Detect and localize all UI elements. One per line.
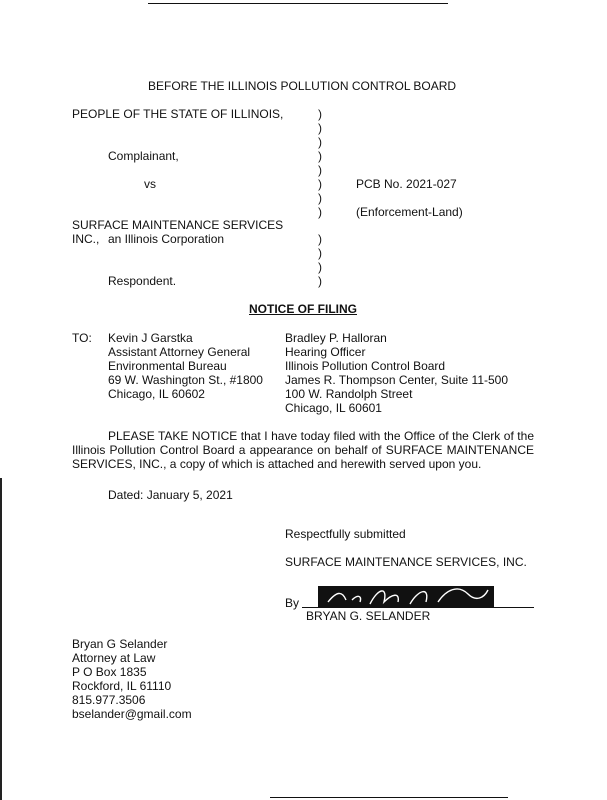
case-number: PCB No. 2021-027	[356, 177, 457, 191]
signer-printed-name: BRYAN G. SELANDER	[306, 609, 431, 623]
signature-line	[302, 607, 534, 608]
versus: vs	[144, 177, 156, 191]
paren: )	[318, 232, 322, 246]
recipient-line: Chicago, IL 60602	[108, 387, 205, 401]
plaintiff-role: Complainant,	[108, 149, 179, 163]
attorney-line: 815.977.3506	[72, 693, 146, 707]
caption-parens-upper	[318, 107, 328, 219]
to-label: TO:	[72, 331, 92, 345]
recipient-line: James R. Thompson Center, Suite 11-500	[285, 373, 509, 387]
recipient-line: Environmental Bureau	[108, 359, 227, 373]
defendant-line-2: an Illinois Corporation	[108, 232, 225, 246]
paren: )	[318, 246, 322, 260]
company-name: SURFACE MAINTENANCE SERVICES, INC.	[285, 555, 527, 569]
paren: )	[318, 163, 322, 177]
board-title: BEFORE THE ILLINOIS POLLUTION CONTROL BOARD	[148, 79, 457, 93]
recipient-block-1	[108, 331, 263, 401]
paren: )	[318, 177, 322, 191]
attorney-line: P O Box 1835	[72, 665, 147, 679]
recipient-line: Assistant Attorney General	[108, 345, 251, 359]
recipient-line: Chicago, IL 60601	[285, 401, 382, 415]
defendant-line-1: SURFACE MAINTENANCE SERVICES	[72, 218, 284, 232]
paren: )	[318, 135, 322, 149]
caption-parens-lower	[318, 232, 328, 288]
paren: )	[318, 191, 322, 205]
recipient-line: Bradley P. Halloran	[285, 331, 387, 345]
recipient-line: Hearing Officer	[285, 345, 366, 359]
defendant-line-2-prefix: INC.,	[72, 232, 100, 246]
recipient-line: Kevin J Garstka	[108, 331, 193, 345]
by-label: By	[285, 596, 300, 610]
attorney-line: Rockford, IL 61110	[72, 679, 172, 693]
closing: Respectfully submitted	[285, 527, 406, 541]
recipient-line: 100 W. Randolph Street	[285, 387, 413, 401]
notice-title: NOTICE OF FILING	[249, 302, 357, 316]
attorney-line: Bryan G Selander	[72, 637, 168, 651]
recipient-line: Illinois Pollution Control Board	[285, 359, 446, 373]
dated-line: Dated: January 5, 2021	[108, 488, 233, 502]
top-scan-rule	[148, 3, 448, 4]
bottom-scan-rule	[270, 797, 508, 798]
recipient-line: 69 W. Washington St., #1800	[108, 373, 263, 387]
defendant-role: Respondent.	[108, 274, 177, 288]
paren: )	[318, 205, 322, 219]
paren: )	[318, 121, 322, 135]
paren: )	[318, 107, 322, 121]
handwritten-signature	[318, 580, 498, 610]
attorney-line: Attorney at Law	[72, 651, 156, 665]
recipient-block-2	[285, 331, 508, 415]
paren: )	[318, 274, 322, 288]
paren: )	[318, 149, 322, 163]
notice-body: PLEASE TAKE NOTICE that I have today filed with the Office of the Clerk of the Illinois Pollution Control Board a appearance on behalf of SURFACE MAINTENANCE SERVICES, INC., a copy of which is attached and herewith served upon you.	[72, 429, 534, 471]
attorney-email: bselander@gmail.com	[72, 707, 192, 721]
plaintiff-name: PEOPLE OF THE STATE OF ILLINOIS,	[72, 107, 284, 121]
left-scan-edge	[0, 478, 2, 800]
attorney-block	[72, 637, 192, 721]
paren: )	[318, 260, 322, 274]
case-type: (Enforcement-Land)	[356, 205, 463, 219]
